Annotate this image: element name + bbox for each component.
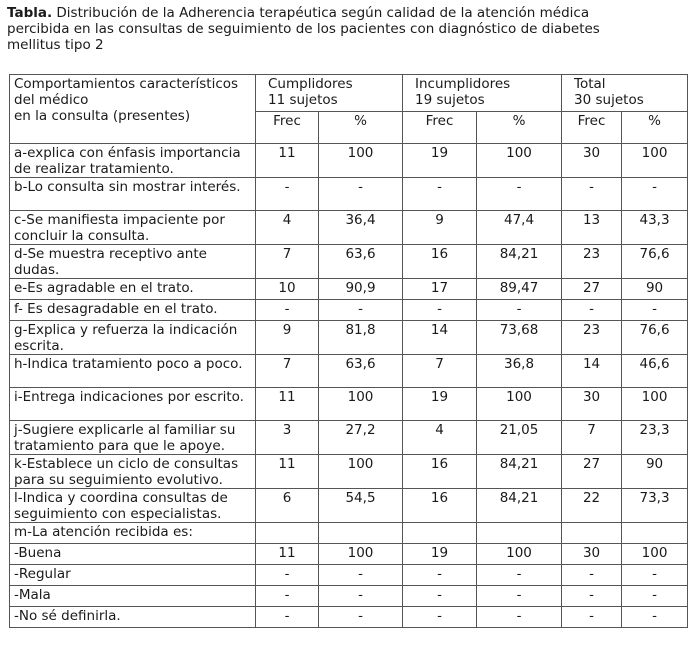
header-line: del médico [14, 92, 89, 108]
row-label: -Buena [10, 544, 256, 565]
row-label: f- Es desagradable en el trato. [10, 300, 256, 321]
cell-value: 90 [622, 279, 688, 300]
cell-value: 30 [562, 544, 622, 565]
cell-value: 11 [256, 388, 319, 421]
subheader-frec: Frec [562, 112, 622, 144]
header-group-cumplidores [256, 75, 403, 112]
row-label: -Mala [10, 586, 256, 607]
group-subjects: 19 sujetos [415, 92, 485, 108]
table-row [10, 586, 688, 607]
cell-value: 100 [622, 388, 688, 421]
cell-value: 76,6 [622, 245, 688, 279]
cell-value: 16 [403, 489, 477, 523]
cell-value: 19 [403, 144, 477, 178]
header-first-col [10, 75, 256, 144]
cell-value: - [562, 586, 622, 607]
group-name: Incumplidores [415, 76, 511, 92]
subheader-pct: % [622, 112, 688, 144]
cell-value: 4 [256, 211, 319, 245]
cell-value: 22 [562, 489, 622, 523]
cell-value: 100 [477, 388, 562, 421]
cell-value [256, 523, 319, 544]
cell-value: 73,3 [622, 489, 688, 523]
table-row [10, 178, 688, 211]
cell-value: 73,68 [477, 321, 562, 355]
cell-value: - [319, 178, 403, 211]
cell-value: 19 [403, 388, 477, 421]
table-body [10, 75, 688, 628]
table-caption [7, 5, 647, 53]
cell-value: 23 [562, 321, 622, 355]
adherence-table [9, 74, 688, 628]
group-subjects: 30 sujetos [574, 92, 644, 108]
table-row [10, 544, 688, 565]
cell-value: - [477, 300, 562, 321]
table-row [10, 565, 688, 586]
caption-text: Distribución de la Adherencia terapéutica según calidad de la atención médica percibida en las consultas de seguimiento de los pacientes con diagnóstico de diabetes mellitus tipo 2 [7, 5, 600, 53]
table-row [10, 279, 688, 300]
cell-value: 23,3 [622, 421, 688, 455]
cell-value: 14 [562, 355, 622, 388]
table-row [10, 300, 688, 321]
cell-value: - [256, 178, 319, 211]
cell-value: 100 [477, 144, 562, 178]
cell-value: 100 [477, 544, 562, 565]
cell-value: - [562, 178, 622, 211]
cell-value: 90 [622, 455, 688, 489]
cell-value [403, 523, 477, 544]
table-row [10, 245, 688, 279]
group-name: Total [574, 76, 606, 92]
table-row [10, 144, 688, 178]
cell-value: 7 [403, 355, 477, 388]
table-row [10, 455, 688, 489]
cell-value: 90,9 [319, 279, 403, 300]
cell-value: 84,21 [477, 245, 562, 279]
cell-value: 81,8 [319, 321, 403, 355]
row-label: e-Es agradable en el trato. [10, 279, 256, 300]
group-name: Cumplidores [268, 76, 353, 92]
cell-value: 100 [319, 388, 403, 421]
cell-value: 7 [256, 355, 319, 388]
cell-value: 54,5 [319, 489, 403, 523]
subheader-pct: % [319, 112, 403, 144]
table-row [10, 489, 688, 523]
caption-label: Tabla. [7, 5, 53, 21]
cell-value: 9 [256, 321, 319, 355]
cell-value: 16 [403, 455, 477, 489]
cell-value: 46,6 [622, 355, 688, 388]
cell-value: 36,8 [477, 355, 562, 388]
row-label: b-Lo consulta sin mostrar interés. [10, 178, 256, 211]
cell-value: - [622, 178, 688, 211]
cell-value: 36,4 [319, 211, 403, 245]
table-row [10, 321, 688, 355]
header-group-incumplidores [403, 75, 562, 112]
row-label: m-La atención recibida es: [10, 523, 256, 544]
table-row [10, 523, 688, 544]
subheader-frec: Frec [256, 112, 319, 144]
row-label: -Regular [10, 565, 256, 586]
cell-value: - [622, 300, 688, 321]
cell-value: - [319, 607, 403, 628]
cell-value: 11 [256, 544, 319, 565]
cell-value: 84,21 [477, 455, 562, 489]
cell-value: 14 [403, 321, 477, 355]
cell-value: 27 [562, 279, 622, 300]
cell-value: - [477, 586, 562, 607]
header-line: Comportamientos característicos [14, 76, 239, 92]
row-label: a-explica con énfasis importancia de realizar tratamiento. [10, 144, 256, 178]
cell-value: - [622, 565, 688, 586]
group-subjects: 11 sujetos [268, 92, 338, 108]
cell-value: 100 [319, 544, 403, 565]
row-label: g-Explica y refuerza la indicación escrita. [10, 321, 256, 355]
cell-value: - [562, 607, 622, 628]
cell-value: 23 [562, 245, 622, 279]
cell-value: - [319, 565, 403, 586]
cell-value: 21,05 [477, 421, 562, 455]
cell-value: 27 [562, 455, 622, 489]
cell-value: 4 [403, 421, 477, 455]
cell-value: - [562, 300, 622, 321]
cell-value: - [256, 300, 319, 321]
row-label: l-Indica y coordina consultas de seguimiento con especialistas. [10, 489, 256, 523]
table-row [10, 421, 688, 455]
table-row [10, 355, 688, 388]
cell-value: - [477, 565, 562, 586]
cell-value: 43,3 [622, 211, 688, 245]
cell-value: - [319, 586, 403, 607]
cell-value: 3 [256, 421, 319, 455]
cell-value: 13 [562, 211, 622, 245]
subheader-frec: Frec [403, 112, 477, 144]
cell-value: - [403, 565, 477, 586]
cell-value: 10 [256, 279, 319, 300]
cell-value: 7 [562, 421, 622, 455]
cell-value [319, 523, 403, 544]
row-label: i-Entrega indicaciones por escrito. [10, 388, 256, 421]
cell-value: - [477, 607, 562, 628]
cell-value: 11 [256, 144, 319, 178]
cell-value: 63,6 [319, 355, 403, 388]
subheader-pct: % [477, 112, 562, 144]
cell-value: - [622, 586, 688, 607]
row-label: j-Sugiere explicarle al familiar su tratamiento para que le apoye. [10, 421, 256, 455]
cell-value: - [477, 178, 562, 211]
cell-value: 84,21 [477, 489, 562, 523]
cell-value [622, 523, 688, 544]
cell-value: 30 [562, 144, 622, 178]
cell-value: 16 [403, 245, 477, 279]
cell-value [477, 523, 562, 544]
cell-value: - [319, 300, 403, 321]
row-label: c-Se manifiesta impaciente por concluir la consulta. [10, 211, 256, 245]
cell-value: - [256, 565, 319, 586]
cell-value: 100 [622, 544, 688, 565]
cell-value: 100 [319, 144, 403, 178]
row-label: -No sé definirla. [10, 607, 256, 628]
cell-value: 89,47 [477, 279, 562, 300]
header-line: en la consulta (presentes) [14, 108, 191, 124]
row-label: k-Establece un ciclo de consultas para su seguimiento evolutivo. [10, 455, 256, 489]
cell-value: 11 [256, 455, 319, 489]
header-row [10, 75, 688, 112]
cell-value: 100 [622, 144, 688, 178]
cell-value: 47,4 [477, 211, 562, 245]
cell-value: 100 [319, 455, 403, 489]
cell-value: - [403, 586, 477, 607]
cell-value: - [256, 607, 319, 628]
row-label: d-Se muestra receptivo ante dudas. [10, 245, 256, 279]
cell-value: - [403, 607, 477, 628]
cell-value: - [403, 300, 477, 321]
cell-value: - [256, 586, 319, 607]
cell-value: - [403, 178, 477, 211]
cell-value [562, 523, 622, 544]
cell-value: 7 [256, 245, 319, 279]
cell-value: 19 [403, 544, 477, 565]
cell-value: 63,6 [319, 245, 403, 279]
table-row [10, 388, 688, 421]
cell-value: - [622, 607, 688, 628]
table-row [10, 211, 688, 245]
cell-value: - [562, 565, 622, 586]
row-label: h-Indica tratamiento poco a poco. [10, 355, 256, 388]
cell-value: 27,2 [319, 421, 403, 455]
header-group-total [562, 75, 688, 112]
cell-value: 17 [403, 279, 477, 300]
cell-value: 6 [256, 489, 319, 523]
cell-value: 30 [562, 388, 622, 421]
cell-value: 76,6 [622, 321, 688, 355]
cell-value: 9 [403, 211, 477, 245]
table-row [10, 607, 688, 628]
